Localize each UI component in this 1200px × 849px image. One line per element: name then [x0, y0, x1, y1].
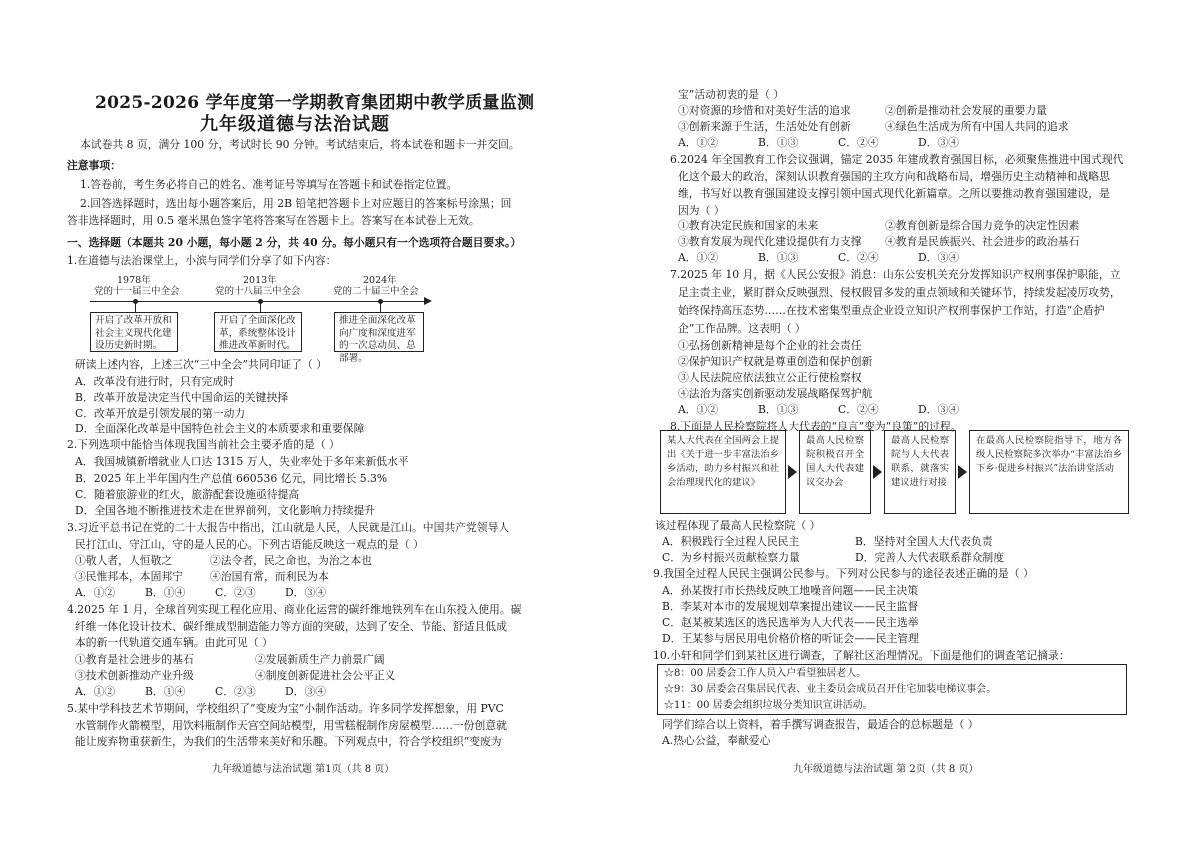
exam-page-2: [600, 0, 1200, 849]
q4-statement-4: ④制度创新促进社会公平正义: [255, 669, 396, 682]
q4-option-b: B．①④: [145, 685, 186, 698]
timeline-year-2: 2013年: [243, 275, 277, 286]
q6-stem-line2: 化这个最大的政治，深刻认识教育强国的主攻方向和战略布局，增强历史主动精神和战略思: [678, 170, 1110, 183]
q4-stem-line1: 4.2025 年 1 月，全球首列实现工程化应用、商业化运营的碳纤维地铁列车在山东投入使用。碳: [67, 603, 522, 616]
note-1: 1.答卷前，考生务必将自己的姓名、准考证号等填写在答题卡和试卷指定位置。: [80, 178, 458, 191]
notes-heading: 注意事项：: [67, 159, 121, 172]
q5-option-d: D．③④: [918, 136, 960, 149]
q3-option-a: A．①②: [75, 586, 116, 599]
q6-statement-1: ①教育决定民族和国家的未来: [678, 219, 819, 232]
q7-stem-line1: 7.2025 年 10 月，据《人民公安报》消息：山东公安机关充分发挥知识产权刑事保护职能，立: [670, 268, 1121, 281]
q1-option-a: A．改革没有进行时，只有完成时: [75, 375, 234, 388]
q8-option-b: B．坚持对全国人大代表负责: [855, 535, 993, 548]
flow-arrow-icon: [788, 465, 797, 479]
q5-option-c: C．②④: [838, 136, 879, 149]
timeline-year-3: 2024年: [363, 275, 397, 286]
page-footer-2: 九年级道德与法治试题 第 2页（共 8 页）: [793, 764, 979, 775]
timeline-arrow-icon: [424, 297, 432, 305]
timeline-event-3: 党的二十届三中全会: [333, 286, 419, 297]
q8-option-d: D．完善人大代表联系群众制度: [855, 551, 1005, 564]
q7-stem-line3: 始终保持高压态势……在技术密集型重点企业设立知识产权刑事保护工作站，打造“企盾护: [678, 304, 1105, 317]
q4-statement-1: ①教育是社会进步的基石: [75, 653, 194, 666]
q9-option-c: C．赵某被某选区的选民选举为人大代表——民主选举: [662, 616, 919, 629]
exam-subtitle: 九年级道德与法治试题: [200, 114, 390, 135]
q2-stem: 2.下列选项中能恰当体现我国当前社会主要矛盾的是（ ）: [67, 438, 340, 451]
exam-intro: 本试卷共 8 页，满分 100 分，考试时长 90 分钟。考试结束后，将本试卷和题卡一并交回。: [80, 138, 520, 151]
q1-option-b: B．改革开放是决定当代中国命运的关键抉择: [75, 391, 289, 404]
flow-step-3: 最高人民检察院与人大代表联系，就落实建议进行对接: [884, 430, 956, 514]
q3-option-d: D．③④: [285, 586, 327, 599]
q4-option-c: C．②③: [215, 685, 256, 698]
q6-stem-line4: 因为（ ）: [678, 204, 725, 217]
q5-statement-4: ④绿色生活成为所有中国人共同的追求: [885, 120, 1069, 133]
q6-stem-line1: 6.2024 年全国教育工作会议强调，锚定 2035 年建成教育强国目标，必须聚焦推进中国式现代: [670, 153, 1124, 166]
q9-option-b: B．李某对本市的发展规划草案提出建议——民主监督: [662, 600, 919, 613]
q4-statement-2: ②发展新质生产力前景广阔: [255, 653, 385, 666]
q4-stem-line2: 纤维一体化设计技术、碳纤维成型制造能力等方面的突破，达到了安全、节能、舒适且低成: [75, 620, 507, 633]
q7-option-d: D．③④: [918, 403, 960, 416]
q5-statement-1: ①对资源的珍惜和对美好生活的追求: [678, 104, 851, 117]
q10-stem: 10.小轩和同学们到某社区进行调查，了解社区治理情况。下面是他们的调查笔记摘录：: [653, 649, 1070, 662]
q8-question: 该过程体现了最高人民检察院（ ）: [655, 519, 821, 532]
q4-option-d: D．③④: [285, 685, 327, 698]
q5-stem-line1: 5.某中学科技艺术节期间，学校组织了“变废为宝”小制作活动。许多同学发挥想象，用 PVC: [67, 702, 504, 715]
q2-option-d: D．全国各地不断推进技术走在世界前列，文化影响力持续提升: [75, 504, 376, 517]
q7-stem-line2: 足主责主业，紧盯群众反映强烈、侵权假冒多发的重点领域和关键环节，持续发起凌厉攻势，: [678, 286, 1121, 299]
q6-statement-3: ③教育发展为现代化建设提供有力支撑: [678, 235, 862, 248]
flow-step-4: 在最高人民检察院指导下，地方各级人民检察院多次举办“丰富法治乡下乡·促进乡村振兴”法治讲堂活动: [969, 430, 1129, 514]
survey-note-3: ☆11：00 居委会组织垃圾分类知识宣讲活动。: [664, 700, 873, 711]
q3-option-b: B．①④: [145, 586, 186, 599]
timeline-event-1: 党的十一届三中全会: [94, 286, 180, 297]
flow-arrow-icon: [873, 465, 882, 479]
q5-option-b: B．①③: [758, 136, 799, 149]
flow-step-1: 某人大代表在全国两会上提出《关于进一步丰富法治乡乡活动，助力乡村振兴和社会治理现代化的建议》: [660, 430, 786, 514]
survey-note-2: ☆9：30 居委会召集居民代表、业主委员会成员召开住宅加装电梯议事会。: [664, 684, 997, 695]
q7-statement-2: ②保护知识产权就是尊重创造和保护创新: [678, 355, 873, 368]
q7-statement-1: ①弘扬创新精神是每个企业的社会责任: [678, 339, 862, 352]
q6-option-c: C．②④: [838, 251, 879, 264]
q10-question: 同学们综合以上资料，着手撰写调查报告，最适合的总标题是（ ）: [662, 718, 979, 731]
timeline-event-2: 党的十八届三中全会: [215, 286, 301, 297]
q7-option-a: A．①②: [678, 403, 719, 416]
q6-option-a: A．①②: [678, 251, 719, 264]
q6-stem-line3: 维，书写好以教育强国建设支撑引领中国式现代化新篇章。之所以要推动教育强国建设，是: [678, 187, 1110, 200]
timeline-box-2: 开启了全面深化改革，系统整体设计推进改革新时代。: [214, 312, 302, 352]
q3-stem-line1: 3.习近平总书记在党的二十大报告中指出，江山就是人民，人民就是江山。中国共产党领导人: [67, 521, 510, 534]
q10-survey-notes: [657, 664, 1127, 715]
flow-arrow-icon: [958, 465, 967, 479]
q9-option-d: D．王某参与居民用电价格价格的听证会——民主管理: [662, 632, 919, 645]
page-footer-1: 九年级道德与法治试题 第1页（共 8 页）: [212, 764, 395, 775]
q7-statement-4: ④法治为落实创新驱动发展战略保驾护航: [678, 387, 873, 400]
timeline-box-1: 开启了改革开放和社会主义现代化建设历史新时期。: [90, 312, 178, 352]
q3-statement-3: ③民惟邦本，本固邦宁: [75, 570, 183, 583]
q7-option-b: B．①③: [758, 403, 799, 416]
q5-statement-2: ②创新是推动社会发展的重要力量: [885, 104, 1047, 117]
q8-option-a: A．积极践行全过程人民民主: [662, 535, 800, 548]
q9-stem: 9.我国全过程人民民主强调公民参与。下列对公民参与的途径表述正确的是（ ）: [653, 567, 1034, 580]
q6-option-d: D．③④: [918, 251, 960, 264]
q6-statement-4: ④教育是民族振兴、社会进步的政治基石: [885, 235, 1080, 248]
q3-statement-1: ①敬人者，人恒敬之: [75, 554, 173, 567]
q3-statement-4: ④治国有常，而利民为本: [210, 570, 329, 583]
timeline-year-1: 1978年: [117, 275, 151, 286]
q4-option-a: A．①②: [75, 685, 116, 698]
q4-statement-3: ③技术创新推动产业升级: [75, 669, 194, 682]
q5-option-a: A．①②: [678, 136, 719, 149]
q1-stem: 1.在道德与法治课堂上，小滨与同学们分享了如下内容：: [67, 254, 337, 267]
q1-option-d: D．全面深化改革是中国特色社会主义的本质要求和重要保障: [75, 422, 365, 435]
q7-statement-3: ③人民法院应依法独立公正行使检察权: [678, 371, 862, 384]
q1-option-c: C．改革开放是引领发展的第一动力: [75, 407, 246, 420]
q2-option-b: B．2025 年上半年国内生产总值 660536 亿元，同比增长 5.3%: [75, 472, 388, 485]
q8-stem: 8.下面是人民检察院将人大代表的“良言”变为“良策”的过程。: [670, 420, 962, 433]
q3-statement-2: ②法令者，民之命也，为治之本也: [210, 554, 372, 567]
exam-title: 2025-2026 学年度第一学期教育集团期中教学质量监测: [95, 93, 535, 113]
note-2-line1: 2.回答选择题时，选出每小题答案后，用 2B 铅笔把答题卡上对应题目的答案标号涂黑；回: [80, 197, 512, 210]
q7-stem-line4: 企”工作品牌。这表明（ ）: [678, 322, 806, 335]
q5-stem-line3: 能让废弃物重获新生，为我们的生活带来美好和乐趣。下列观点中，符合学校组织“变废为: [75, 735, 502, 748]
q2-option-a: A．我国城镇新增就业人口达 1315 万人，失业率处于多年来新低水平: [75, 455, 409, 468]
q6-option-b: B．①③: [758, 251, 799, 264]
flow-step-2: 最高人民检察院积极召开全国人大代表建议交办会: [799, 430, 871, 514]
q4-stem-line3: 本的新一代轨道交通车辆。由此可见（ ）: [75, 636, 273, 649]
timeline-box-3: 推进全面深化改革向广度和深度进军的一次总动员、总部署。: [334, 312, 424, 352]
q5-stem-line2: 水管制作火箭模型，用饮料瓶制作天宫空间站模型，用雪糕棍制作房屋模型……一份创意就: [75, 719, 507, 732]
q5-stem-continued: 宝”活动初衷的是（ ）: [678, 88, 785, 101]
q10-option-a: A.热心公益，奉献爱心: [662, 734, 771, 747]
q7-option-c: C．②④: [838, 403, 879, 416]
q5-statement-3: ③创新来源于生活，生活处处有创新: [678, 120, 851, 133]
q3-stem-line2: 民打江山、守江山，守的是人民的心。下列古语能反映这一观点的是（ ）: [75, 538, 424, 551]
q2-option-c: C．随着旅游业的红火，旅游配套设施亟待提高: [75, 488, 300, 501]
note-2-line2: 答非选择题时，用 0.5 毫米黑色签字笔将答案写在答题卡上。答案写在本试卷上无效。: [67, 214, 480, 227]
timeline-connector: [260, 303, 261, 312]
q1-question: 研读上述内容，上述三次“三中全会”共同印证了（ ）: [75, 358, 328, 371]
timeline-connector: [380, 303, 381, 312]
q8-option-c: C．为乡村振兴贡献检察力量: [662, 551, 800, 564]
section-heading-choice: 一、选择题（本题共 20 小题，每小题 2 分，共 40 分。每小题只有一个选项符合题目要求。）: [67, 236, 522, 249]
timeline-connector: [135, 303, 136, 312]
q3-option-c: C．②③: [215, 586, 256, 599]
q9-option-a: A．孙某拨打市长热线反映工地噪音问题——民主决策: [662, 584, 919, 597]
survey-note-1: ☆8：00 居委会工作人员入户看望独居老人。: [664, 668, 867, 679]
q6-statement-2: ②教育创新是综合国力竞争的决定性因素: [885, 219, 1080, 232]
